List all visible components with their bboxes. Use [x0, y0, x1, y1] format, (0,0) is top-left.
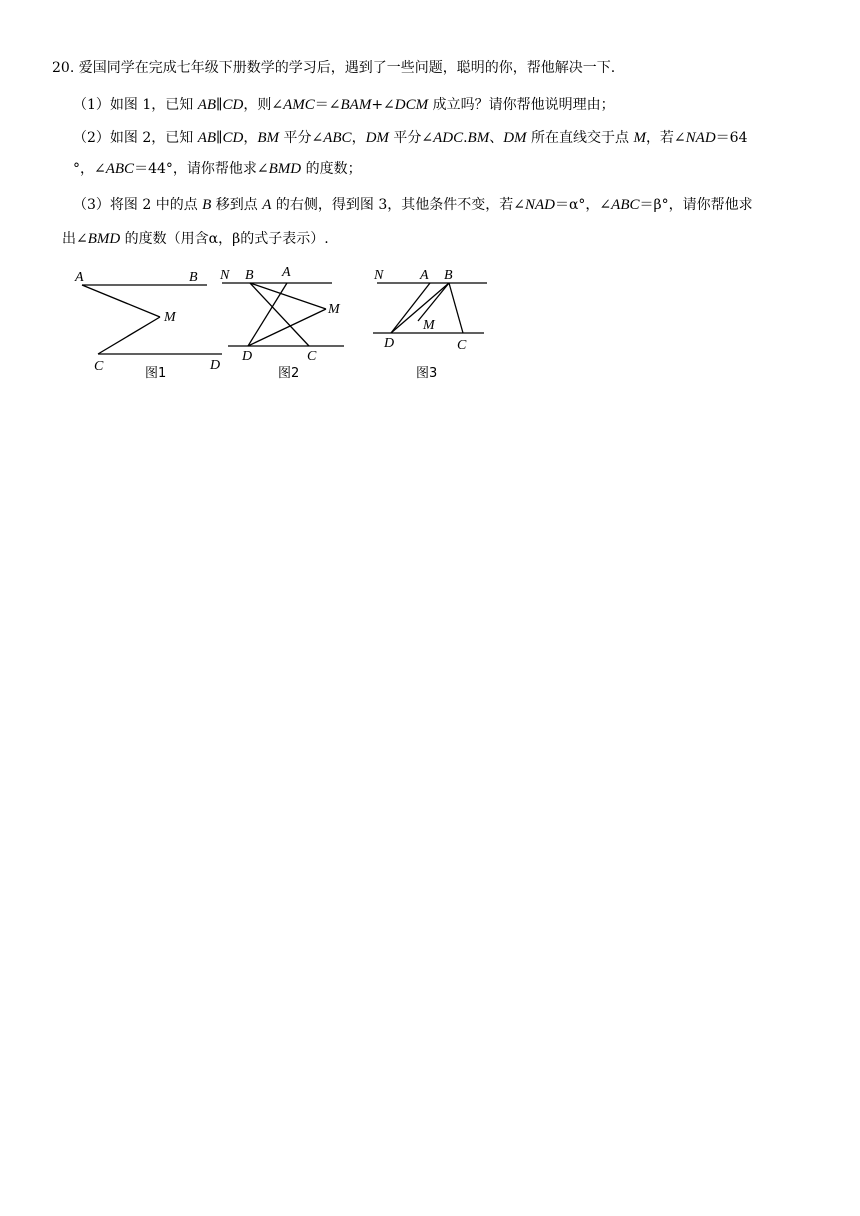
- fig2-label-b: B: [245, 268, 254, 283]
- part3-text: （3）将图 2 中的点: [73, 197, 203, 213]
- parallel-symbol: ∥: [216, 130, 223, 146]
- part3-text: 的右侧，得到图 3，其他条件不变，若∠: [271, 197, 525, 213]
- fig1-label-c: C: [94, 359, 104, 374]
- math-abc: ABC: [611, 197, 640, 213]
- fig1-label-b: B: [189, 270, 198, 285]
- part2-text: .: [463, 130, 468, 146]
- math-b: B: [202, 197, 212, 213]
- fig3-label-m: M: [423, 318, 435, 333]
- math-abc: ABC: [323, 130, 352, 146]
- figure-1: [74, 270, 222, 381]
- part1-text: ，则∠: [243, 97, 284, 113]
- part3-text: 的度数（用含α，β的式子表示）.: [120, 231, 329, 247]
- math-dm: DM: [503, 130, 527, 146]
- part2-text: 所在直线交于点: [526, 130, 634, 146]
- part2-text: 、: [489, 130, 504, 146]
- math-cd: CD: [222, 97, 244, 113]
- part2-text: 的度数；: [301, 161, 362, 177]
- fig2-label-a: A: [282, 265, 291, 280]
- figure-2: [219, 265, 344, 381]
- math-nad: NAD: [685, 130, 716, 146]
- part2-text: 平分∠: [279, 130, 324, 146]
- problem-intro: 爱国同学在完成七年级下册数学的学习后，遇到了一些问题，聪明的你，帮他解决一下.: [78, 60, 616, 76]
- fig3-label-n: N: [374, 268, 384, 283]
- fig2-label-d: D: [242, 349, 253, 364]
- fig3-label-d: D: [384, 336, 395, 351]
- fig2-label-m: M: [328, 302, 340, 317]
- fig3-label-b: B: [444, 268, 453, 283]
- problem-number: 20.: [52, 60, 75, 76]
- fig1-segment-mc: [98, 317, 160, 354]
- part2-text: 平分∠: [388, 130, 434, 146]
- part2-text: °，∠: [73, 161, 106, 177]
- part2-text: ，若∠: [645, 130, 686, 146]
- math-dcm: DCM: [394, 97, 429, 113]
- part3-text: 移到点: [211, 197, 263, 213]
- figure-3: [373, 268, 487, 381]
- math-dm: DM: [365, 130, 389, 146]
- fig3-segment-bc: [449, 283, 463, 333]
- fig3-segment-bm: [418, 283, 449, 321]
- fig1-label-m: M: [164, 310, 176, 325]
- fig1-label-d: D: [210, 358, 221, 373]
- math-bam: BAM: [340, 97, 372, 113]
- math-bm: BM: [467, 130, 490, 146]
- part1-text: （1）如图 1，已知: [73, 97, 198, 113]
- fig2-caption: 图2: [278, 366, 300, 381]
- math-ab: AB: [197, 97, 217, 113]
- part3-text: ＝β°，请你帮他求: [639, 197, 753, 213]
- math-abc: ABC: [105, 161, 135, 177]
- math-a: A: [262, 197, 272, 213]
- part3-text: 出∠: [62, 231, 88, 247]
- fig3-label-a: A: [420, 268, 429, 283]
- part2-text: ，: [351, 130, 366, 146]
- part2-text: ，: [243, 130, 258, 146]
- fig2-label-c: C: [307, 349, 317, 364]
- fig1-label-a: A: [75, 270, 84, 285]
- part2-text: （2）如图 2，已知: [73, 130, 198, 146]
- math-nad: NAD: [524, 197, 555, 213]
- part2-text: ＝44°，请你帮他求∠: [134, 161, 269, 177]
- part2-text: ＝64: [715, 130, 748, 146]
- math-ab: AB: [197, 130, 217, 146]
- math-m: M: [633, 130, 646, 146]
- fig3-caption: 图3: [416, 366, 438, 381]
- fig3-label-c: C: [457, 338, 467, 353]
- math-cd: CD: [222, 130, 244, 146]
- part1-text: +∠: [371, 97, 395, 113]
- fig1-segment-am: [82, 285, 160, 317]
- part1-text: 成立吗？请你帮他说明理由；: [428, 97, 615, 113]
- fig3-segment-dm: [391, 283, 449, 333]
- math-adc: ADC: [433, 130, 464, 146]
- fig2-label-n: N: [220, 268, 230, 283]
- fig1-caption: 图1: [145, 366, 167, 381]
- part1-text: ＝∠: [314, 97, 341, 113]
- math-bm: BM: [257, 130, 280, 146]
- math-amc: AMC: [283, 97, 315, 113]
- part3-text: ＝α°，∠: [554, 197, 612, 213]
- parallel-symbol: ∥: [216, 97, 223, 113]
- math-bmd: BMD: [87, 231, 121, 247]
- math-bmd: BMD: [268, 161, 302, 177]
